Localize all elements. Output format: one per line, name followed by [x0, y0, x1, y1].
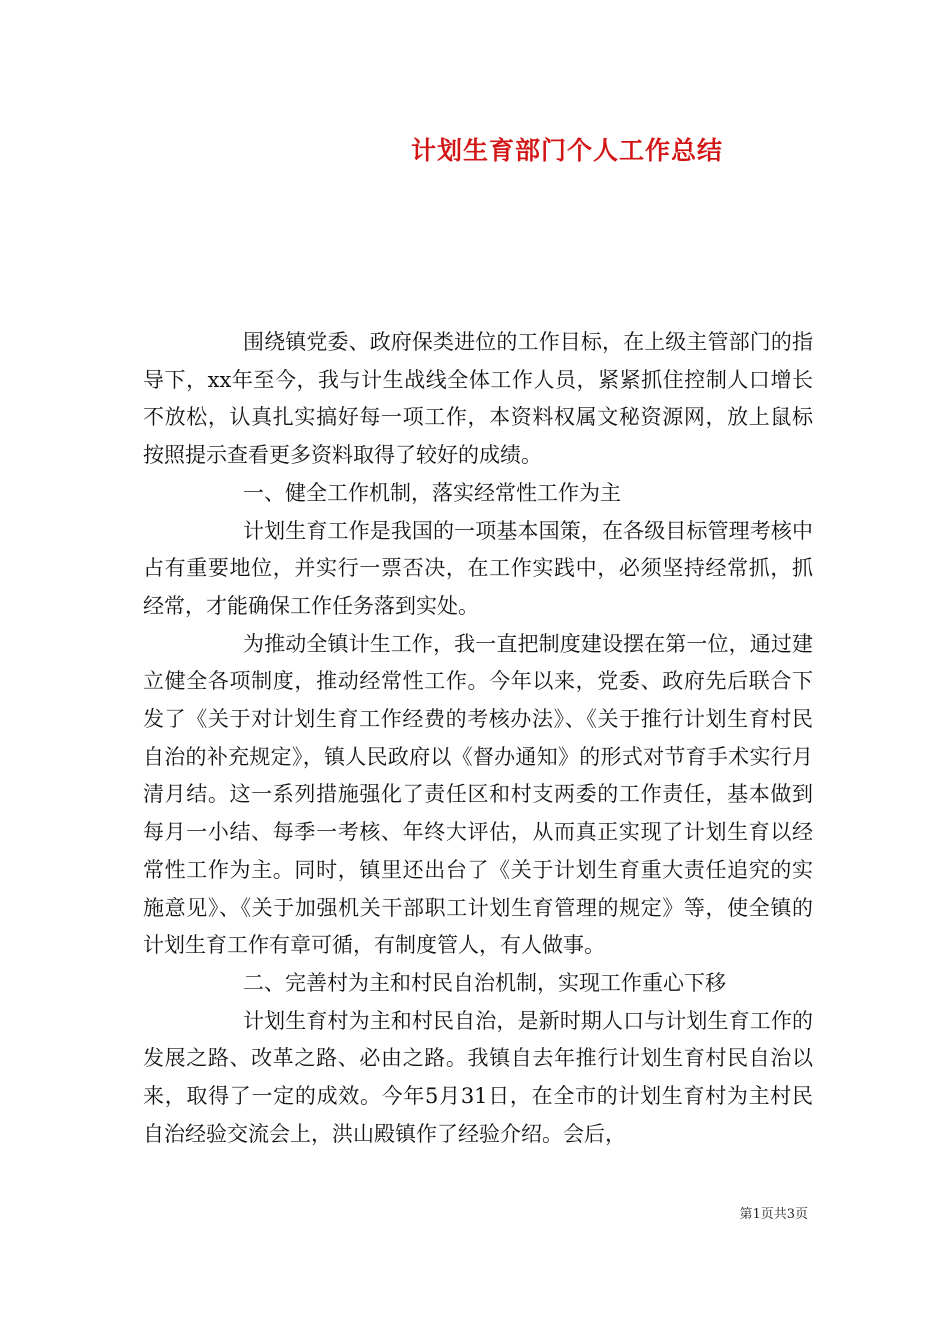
paragraph-section-1b: 为推动全镇计生工作，我一直把制度建设摆在第一位，通过建立健全各项制度，推动经常性工作。今年以来，党委、政府先后联合下发了《关于对计划生育工作经费的考核办法》、《关于推行计划生育村民自治的补充规定》，镇人民政府以《督办通知》的形式对节育手术实行月清月结。这一系列措施强化了责任区和村支两委的工作责任，基本做到每月一小结、每季一考核、年终大评估，从而真正实现了计划生育以经常性工作为主。同时，镇里还出台了《关于计划生育重大责任追究的实施意见》、《关于加强机关干部职工计划生育管理的规定》等，使全镇的计划生育工作有章可循，有制度管人，有人做事。 [143, 631, 813, 958]
paragraph-intro: 围绕镇党委、政府保类进位的工作目标，在上级主管部门的指导下，xx年至今，我与计生战线全体工作人员，紧紧抓住控制人口增长不放松，认真扎实搞好每一项工作，本资料权属文秘资源网，放上鼠标按照提示查看更多资料取得了较好的成绩。 [143, 330, 813, 468]
section-heading-2: 二、完善村为主和村民自治机制，实现工作重心下移 [243, 970, 726, 995]
section-heading-1: 一、健全工作机制，落实经常性工作为主 [243, 480, 621, 505]
document-title: 计划生育部门个人工作总结 [411, 136, 724, 165]
document-body [143, 324, 813, 1153]
page-number-footer: 第1页共3页 [739, 1207, 808, 1222]
paragraph-section-1a: 计划生育工作是我国的一项基本国策，在各级目标管理考核中占有重要地位，并实行一票否决，在工作实践中，必须坚持经常抓，抓经常，才能确保工作任务落到实处。 [143, 518, 813, 618]
paragraph-section-2a: 计划生育村为主和村民自治，是新时期人口与计划生育工作的发展之路、改革之路、必由之路。我镇自去年推行计划生育村民自治以来，取得了一定的成效。今年5月31日，在全市的计划生育村为主村民自治经验交流会上，洪山殿镇作了经验介绍。会后， [143, 1008, 813, 1146]
